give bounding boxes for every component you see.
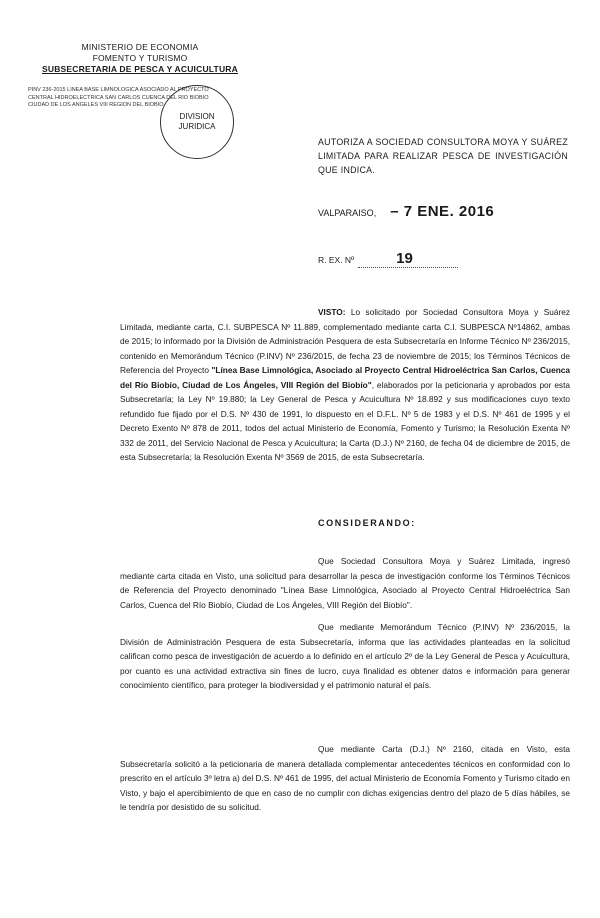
resolution-label: R. EX. Nº	[318, 255, 355, 265]
considerando-paragraph-3	[120, 742, 570, 815]
visto-project-name: "Línea Base Limnológica, Asociado al Proyecto Central Hidroeléctrica San Carlos, Cuenca del Río Biobío, Ciudad de Los Ángeles, VIII Región del Biobío"	[120, 365, 570, 390]
reference-text: PINV 236-2015 LINEA BASE LIMNOLOGICA ASOCIADO AL PROYECTO CENTRAL HIDROELECTRICA SAN CARLOS CUENCA DEL RIO BIOBIO CIUDAD DE LOS ANGELES VIII REGION DEL BIOBIO	[28, 87, 209, 108]
visto-text-1: Lo solicitado por Sociedad Consultora Moya y Suárez Limitada, mediante carta, C.I. SUBPESCA Nº 11.889, complementado mediante carta C.I. SUBPESCA Nº14862, ambas de 2015; lo informado por la División de Administración Pesquera de esta Subsecretaría en Informe Técnico Nº 236/2015, contenido en Memorándum Técnico (P.INV) Nº 236/2015, de fecha 23 de noviembre de 2015; los Términos Técnicos de Referencia del Proyecto	[120, 307, 570, 375]
paragraph-2-text: Que mediante Memorándum Técnico (P.INV) Nº 236/2015, la División de Administración Pesquera de esta Subsecretaría, informa que las actividades planteadas en la solicitud califican como pesca de investigación de acuerdo a lo definido en el artículo 2º de la Ley General de Pesca y Acuicultura, por cuanto es una actividad extractiva sin fines de lucro, cuya finalidad es obtener datos e información para generar conocimiento científico, para proteger la biodiversidad y el patrimonio natural el país.	[120, 622, 570, 690]
visto-paragraph	[120, 305, 570, 465]
paragraph-1-text	[120, 554, 570, 612]
considerando-paragraph-2	[120, 620, 570, 693]
resolution-number-line	[318, 250, 458, 268]
dateline	[318, 203, 494, 220]
subsecretaria-name: SUBSECRETARIA DE PESCA Y ACUICULTURA	[42, 64, 238, 74]
date-stamp: – 7 ENE. 2016	[390, 203, 495, 220]
date-place: VALPARAISO,	[318, 208, 377, 218]
resolution-subject: AUTORIZA A SOCIEDAD CONSULTORA MOYA Y SUÁREZ LIMITADA PARA REALIZAR PESCA DE INVESTIGACIÓN QUE INDICA.	[318, 137, 568, 175]
p1-project-name: "Línea Base Limnológica, Asociado al Proyecto Central Hidroeléctrica San Carlos, Cuenca del Río Biobío, Ciudad de Los Ángeles, VIII Región del Biobío"	[120, 585, 570, 610]
p1-text-1: Que Sociedad Consultora Moya y Suárez Limitada, ingresó mediante carta citada en Visto, una solicitud para desarrollar la pesca de investigación conforme los Términos Técnicos de Referencia del Proyecto denominado	[120, 556, 570, 595]
stamp-line1: DIVISION	[179, 112, 215, 121]
visto-text-2: , elaborados por la peticionaria y aprobados por esta Subsecretaría; la Ley Nº 19.880; la Ley General de Pesca y Acuicultura Nº 18.892 y sus modificaciones cuyo texto refundido fue fijado por el D.S. Nº 430 de 1991, lo dispuesto en el D.F.L. Nº 5 de 1983 y el D.S. Nº 461 de 1995 y el Decreto Exento Nº 878 de 2011, todos del actual Ministerio de Economía, Fomento y Turismo; la Resolución Exenta Nº 332 de 2011, del Servicio Nacional de Pesca y Acuicultura; la Carta (D.J.) Nº 2160, de fecha 04 de diciembre de 2015, de esta Subsecretaría; la Resolución Exenta Nº 3569 de 2015, de esta Subsecretaría.	[120, 379, 571, 462]
visto-section	[120, 305, 570, 465]
p1-text-2: .	[409, 599, 413, 610]
resolution-number: 19	[358, 250, 458, 268]
ministry-subname: FOMENTO Y TURISMO	[92, 53, 188, 63]
ministry-name: MINISTERIO DE ECONOMIA	[81, 42, 199, 52]
visto-label: VISTO:	[318, 307, 346, 317]
considerando-heading: CONSIDERANDO:	[318, 518, 416, 528]
considerando-paragraph-1	[120, 554, 570, 612]
paragraph-3-text: Que mediante Carta (D.J.) Nº 2160, citada en Visto, esta Subsecretaría solicitó a la peticionaria de manera detallada complementar antecedentes técnicos en conformidad con lo prescrito en el artículo 3º letra a) del D.S. Nº 461 de 1995, del actual Ministerio de Economía Fomento y Turismo citado en Visto, y bajo el apercibimiento de que en caso de no cumplir con dichas exigencias dentro del plazo de 5 días hábiles, se le tendría por desistido de su solicitud.	[120, 744, 570, 812]
stamp-line2: JURIDICA	[178, 122, 216, 131]
letterhead	[40, 42, 240, 75]
division-stamp	[160, 85, 234, 159]
